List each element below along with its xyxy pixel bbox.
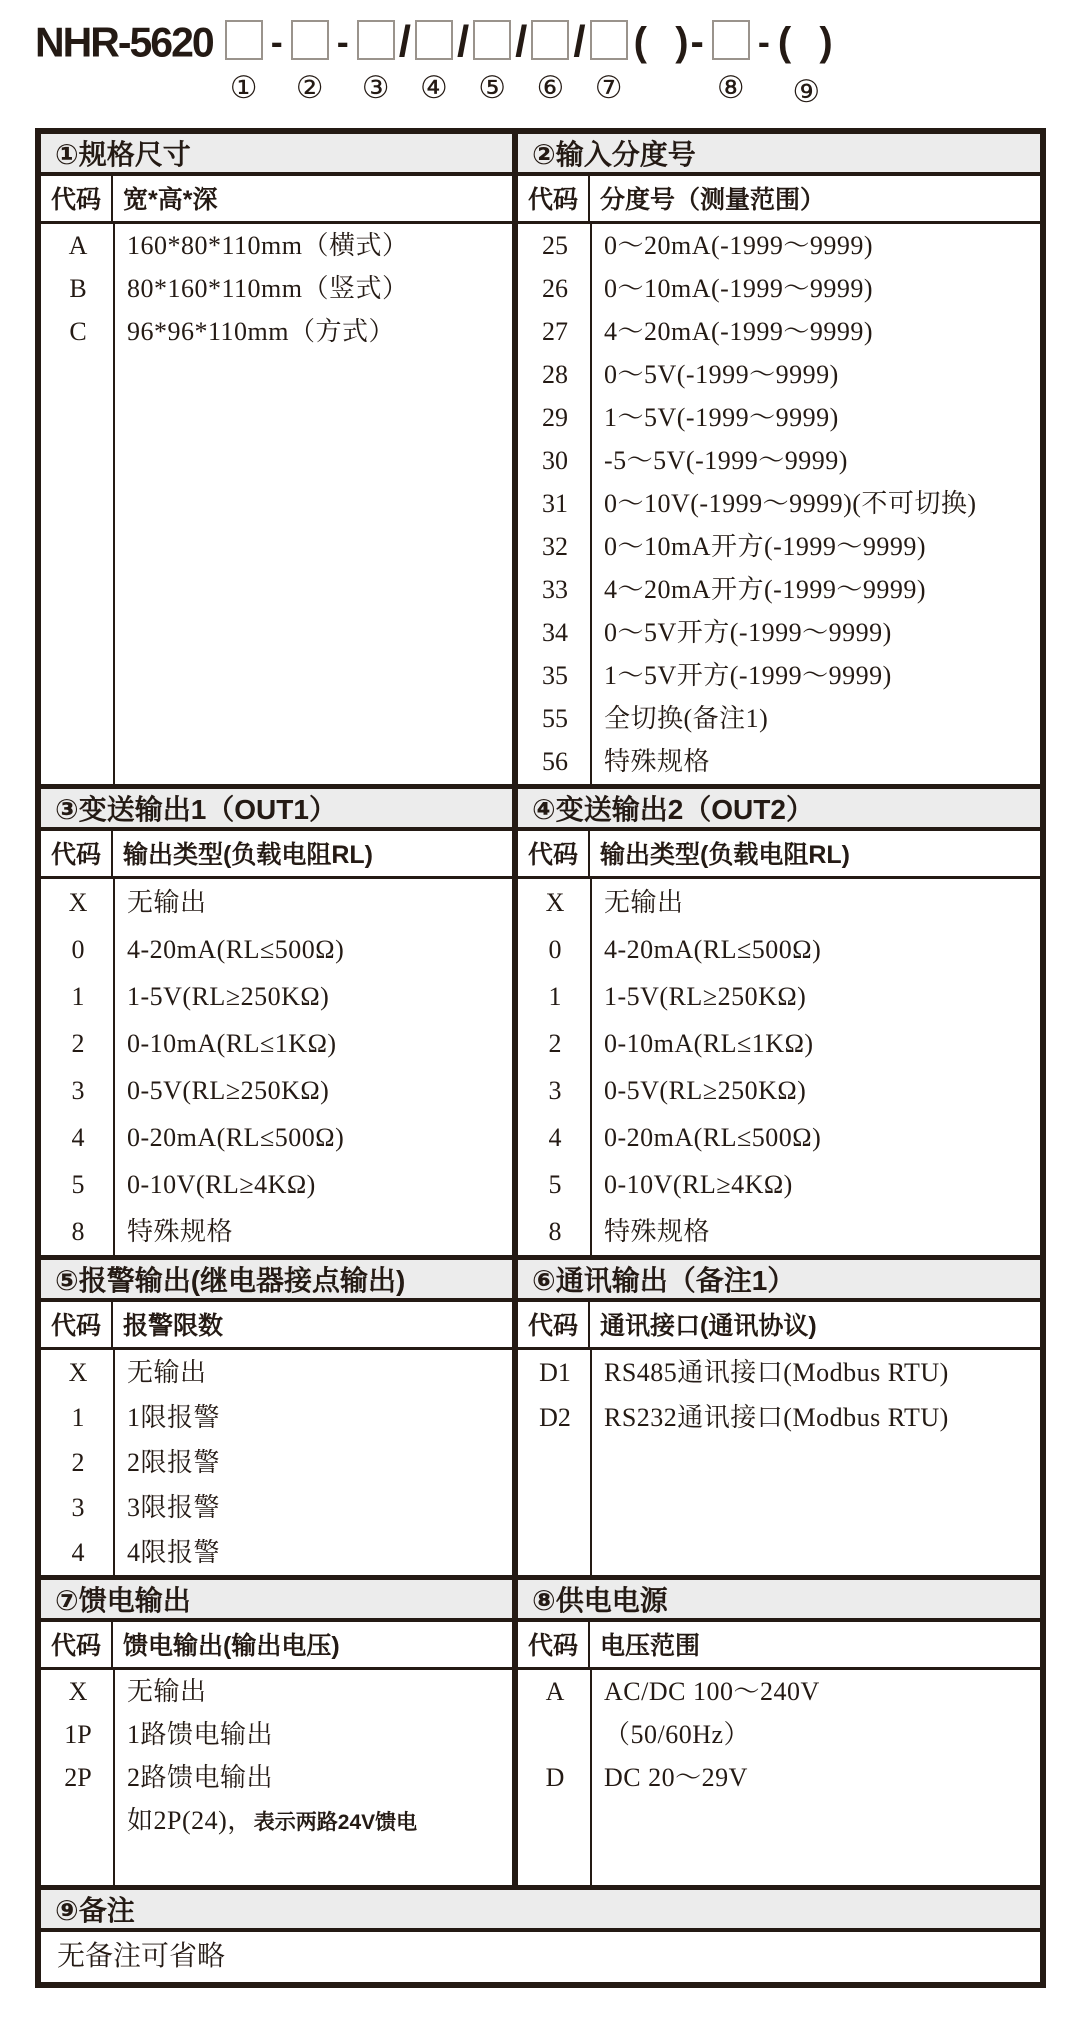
section-title-9: ⑨备注 xyxy=(41,1890,1040,1932)
code-cell: 26 xyxy=(542,274,568,303)
code-cell: D2 xyxy=(539,1403,571,1432)
table-row xyxy=(518,224,1040,267)
table-row xyxy=(518,879,1040,926)
code-column-header: 代码 xyxy=(41,1622,113,1667)
column-header-row xyxy=(41,176,512,224)
code-cell: 0 xyxy=(548,935,562,964)
code-column-header: 代码 xyxy=(41,176,113,221)
separator-slash: / xyxy=(515,17,528,66)
desc-cell: 特殊规格 xyxy=(604,1217,711,1246)
section-title-6: ⑥通讯输出（备注1） xyxy=(518,1260,1040,1302)
desc-cell: 全切换(备注1) xyxy=(604,704,769,733)
code-cell: 5 xyxy=(548,1170,562,1199)
desc-cell: DC 20～29V xyxy=(604,1763,748,1792)
code-cell: 8 xyxy=(71,1217,85,1246)
table-row xyxy=(41,1067,512,1114)
table-row xyxy=(518,267,1040,310)
section-title-1: ①规格尺寸 xyxy=(41,134,512,176)
desc-cell: 无输出 xyxy=(127,1358,207,1387)
desc-cell: 1-5V(RL≥250KΩ) xyxy=(127,982,330,1011)
code-slot-3 xyxy=(357,20,395,104)
desc-cell: RS232通讯接口(Modbus RTU) xyxy=(604,1403,949,1432)
desc-cell: 0-10V(RL≥4KΩ) xyxy=(604,1170,793,1199)
separator-slash: / xyxy=(456,17,470,66)
code-cell xyxy=(41,1799,115,1842)
desc-column-header: 馈电输出(输出电压) xyxy=(123,1632,340,1660)
table-row xyxy=(41,926,512,973)
band-transmit-outputs xyxy=(41,784,1040,1255)
column-header-row xyxy=(41,1302,512,1350)
table-row xyxy=(518,654,1040,697)
desc-cell: -5～5V(-1999～9999) xyxy=(604,446,848,475)
code-cell: 4 xyxy=(71,1123,85,1152)
code-cell: 2 xyxy=(71,1448,85,1477)
code-cell: 5 xyxy=(71,1170,85,1199)
code-cell: 33 xyxy=(542,575,568,604)
desc-cell: 0～10mA开方(-1999～9999) xyxy=(604,532,926,561)
separator-dash: - xyxy=(336,21,349,62)
table-row xyxy=(41,973,512,1020)
table-row xyxy=(41,224,512,267)
desc-cell: （50/60Hz） xyxy=(604,1720,751,1749)
circled-number: ⑦ xyxy=(594,70,623,105)
desc-column-header: 通讯接口(通讯协议) xyxy=(600,1312,817,1340)
desc-cell: 4～20mA开方(-1999～9999) xyxy=(604,575,926,604)
table-row xyxy=(518,611,1040,654)
code-cell: 4 xyxy=(548,1123,562,1152)
desc-cell: 0-5V(RL≥250KΩ) xyxy=(127,1076,330,1105)
column-header-row xyxy=(518,831,1040,879)
code-cell: 31 xyxy=(542,489,568,518)
code-box xyxy=(531,20,569,60)
section-title-3: ③变送输出1（OUT1） xyxy=(41,789,512,831)
column-header-row xyxy=(41,1622,512,1670)
table-row xyxy=(41,1395,512,1440)
section-8-rows xyxy=(518,1670,1040,1885)
table-row xyxy=(518,1713,1040,1756)
desc-cell: 1路馈电输出 xyxy=(127,1720,274,1749)
code-column-header: 代码 xyxy=(41,831,113,876)
code-box xyxy=(590,20,628,60)
desc-cell: 1～5V(-1999～9999) xyxy=(604,403,839,432)
table-row xyxy=(518,482,1040,525)
code-cell: A xyxy=(68,231,88,260)
table-row xyxy=(41,1756,512,1799)
code-column-header: 代码 xyxy=(518,176,590,221)
table-row xyxy=(518,1067,1040,1114)
code-cell: 3 xyxy=(71,1493,85,1522)
table-row xyxy=(518,525,1040,568)
code-cell: 30 xyxy=(542,446,568,475)
desc-column-header: 宽*高*深 xyxy=(123,186,218,214)
section-title-5: ⑤报警输出(继电器接点输出) xyxy=(41,1260,512,1302)
table-row xyxy=(41,1020,512,1067)
desc-cell: 特殊规格 xyxy=(604,747,711,776)
table-row xyxy=(518,926,1040,973)
desc-cell: 4限报警 xyxy=(127,1538,221,1567)
code-cell: D xyxy=(545,1763,565,1792)
code-cell: 1 xyxy=(71,1403,85,1432)
code-cell: 29 xyxy=(542,403,568,432)
code-column-header: 代码 xyxy=(518,1302,590,1347)
separator-slash: / xyxy=(398,17,411,66)
separator-dash: - xyxy=(757,21,770,62)
desc-cell: 0～5V(-1999～9999) xyxy=(604,360,839,389)
table-row xyxy=(41,1208,512,1255)
code-cell: 28 xyxy=(542,360,568,389)
circled-number: ⑥ xyxy=(536,70,565,105)
desc-cell: 无输出 xyxy=(604,888,684,917)
code-cell: C xyxy=(69,317,87,346)
section-6-rows xyxy=(518,1350,1040,1575)
band-alarm-comm xyxy=(41,1255,1040,1575)
desc-cell: 0～10V(-1999～9999)(不可切换) xyxy=(604,489,977,518)
desc-cell: 4-20mA(RL≤500Ω) xyxy=(604,935,822,964)
code-cell: B xyxy=(69,274,87,303)
table-row xyxy=(518,1350,1040,1395)
desc-cell: 2限报警 xyxy=(127,1448,221,1477)
section-7-rows xyxy=(41,1670,512,1885)
desc-cell: 0～5V开方(-1999～9999) xyxy=(604,618,892,647)
code-cell: 32 xyxy=(542,532,568,561)
code-slot-1 xyxy=(225,20,263,104)
desc-column-header: 电压范围 xyxy=(600,1632,701,1660)
code-cell: 2P xyxy=(64,1763,92,1792)
code-cell: 8 xyxy=(548,1217,562,1246)
desc-cell: 0-10mA(RL≤1KΩ) xyxy=(127,1029,337,1058)
table-row xyxy=(518,396,1040,439)
circled-number: ④ xyxy=(420,70,448,105)
column-header-row xyxy=(518,176,1040,224)
code-box xyxy=(473,20,511,60)
desc-cell: 无输出 xyxy=(127,1677,207,1706)
table-row xyxy=(518,1208,1040,1255)
desc-cell: 无输出 xyxy=(127,888,207,917)
circled-number: ⑨ xyxy=(792,74,821,109)
table-row xyxy=(41,879,512,926)
desc-cell: 0-20mA(RL≤500Ω) xyxy=(127,1123,345,1152)
table-row xyxy=(41,1350,512,1395)
separator-dash: - xyxy=(270,21,283,62)
code-cell: X xyxy=(545,888,565,917)
desc-cell: 0-5V(RL≥250KΩ) xyxy=(604,1076,807,1105)
code-slot-6 xyxy=(531,20,569,104)
table-row xyxy=(518,1670,1040,1713)
desc-cell: 80*160*110mm（竖式） xyxy=(127,274,409,303)
desc-cell: 0-20mA(RL≤500Ω) xyxy=(604,1123,822,1152)
table-row xyxy=(518,1756,1040,1799)
circled-number: ① xyxy=(229,70,258,105)
remark-text: 无备注可省略 xyxy=(57,1941,226,1972)
code-cell: 1P xyxy=(64,1720,92,1749)
code-box xyxy=(357,20,395,60)
desc-cell: 1限报警 xyxy=(127,1403,221,1432)
table-row xyxy=(41,267,512,310)
table-row xyxy=(518,1114,1040,1161)
desc-cell: 0-10V(RL≥4KΩ) xyxy=(127,1170,316,1199)
table-row xyxy=(41,1485,512,1530)
code-box xyxy=(712,20,750,60)
code-cell: 3 xyxy=(548,1076,562,1105)
code-slot-4 xyxy=(415,20,453,104)
table-row xyxy=(41,1440,512,1485)
desc-cell: 3限报警 xyxy=(127,1493,221,1522)
desc-cell: 1-5V(RL≥250KΩ) xyxy=(604,982,807,1011)
column-header-row xyxy=(518,1302,1040,1350)
section-5-rows xyxy=(41,1350,512,1575)
code-cell: 27 xyxy=(542,317,568,346)
code-slot-5 xyxy=(473,20,511,104)
desc-cell: 0～20mA(-1999～9999) xyxy=(604,231,873,260)
code-cell: D1 xyxy=(539,1358,571,1387)
section-2-rows xyxy=(518,224,1040,784)
table-row xyxy=(518,1395,1040,1440)
section-title-8: ⑧供电电源 xyxy=(518,1580,1040,1622)
desc-cell: 0-10mA(RL≤1KΩ) xyxy=(604,1029,814,1058)
desc-column-header: 报警限数 xyxy=(123,1312,224,1340)
circled-number: ③ xyxy=(361,70,390,105)
desc-cell: 160*80*110mm（横式） xyxy=(127,231,409,260)
code-cell: 4 xyxy=(71,1538,85,1567)
table-row xyxy=(518,697,1040,740)
desc-cell: 1～5V开方(-1999～9999) xyxy=(604,661,892,690)
table-row xyxy=(41,1713,512,1756)
model-prefix: NHR-5620 xyxy=(35,18,213,66)
separator-parens-dash: ( )- xyxy=(633,20,706,64)
desc-column-header: 输出类型(负载电阻RL) xyxy=(123,841,373,869)
separator-slash: / xyxy=(573,17,586,66)
code-cell: 1 xyxy=(71,982,85,1011)
table-row xyxy=(518,973,1040,1020)
code-column-header: 代码 xyxy=(518,831,590,876)
code-cell: X xyxy=(68,1677,88,1706)
code-slot-2 xyxy=(291,20,329,104)
circled-number: ⑤ xyxy=(478,70,507,105)
desc-cell: 0～10mA(-1999～9999) xyxy=(604,274,873,303)
table-row xyxy=(518,740,1040,783)
circled-number: ⑧ xyxy=(716,70,745,105)
desc-cell: 96*96*110mm（方式） xyxy=(127,317,395,346)
code-cell: 56 xyxy=(542,747,568,776)
model-code-line xyxy=(35,17,835,109)
table-row xyxy=(41,1161,512,1208)
table-row xyxy=(41,1799,512,1842)
section-3-rows xyxy=(41,879,512,1255)
circled-number: ② xyxy=(295,70,324,105)
table-row xyxy=(518,353,1040,396)
code-cell: X xyxy=(68,888,88,917)
table-row xyxy=(518,310,1040,353)
code-cell: 2 xyxy=(548,1029,562,1058)
code-cell: 2 xyxy=(71,1029,85,1058)
code-cell: 35 xyxy=(542,661,568,690)
code-slot-8 xyxy=(712,20,750,104)
section-title-2: ②输入分度号 xyxy=(518,134,1040,176)
code-cell: 3 xyxy=(71,1076,85,1105)
desc-small-note: 表示两路24V馈电 xyxy=(253,1811,418,1834)
table-row xyxy=(41,1114,512,1161)
code-slot-9 xyxy=(778,20,835,108)
band-feed-power xyxy=(41,1575,1040,1885)
band-spec-input xyxy=(41,134,1040,784)
table-row xyxy=(41,310,512,353)
code-box xyxy=(291,20,329,60)
code-column-header: 代码 xyxy=(518,1622,590,1667)
code-cell: X xyxy=(68,1358,88,1387)
code-slot-7 xyxy=(590,20,628,104)
column-header-row xyxy=(518,1622,1040,1670)
code-cell: 55 xyxy=(542,704,568,733)
band-remark xyxy=(41,1885,1040,1982)
desc-cell: AC/DC 100～240V xyxy=(604,1677,820,1706)
desc-cell: 特殊规格 xyxy=(127,1217,234,1246)
code-box xyxy=(415,20,453,60)
desc-cell: 4-20mA(RL≤500Ω) xyxy=(127,935,345,964)
code-cell xyxy=(518,1713,592,1756)
code-cell: 1 xyxy=(548,982,562,1011)
code-cell: 34 xyxy=(542,618,568,647)
code-column-header: 代码 xyxy=(41,1302,113,1347)
code-cell: 25 xyxy=(542,231,568,260)
desc-cell: 如2P(24)，表示两路24V馈电 xyxy=(127,1806,418,1835)
section-1-rows xyxy=(41,224,512,784)
code-box xyxy=(225,20,263,60)
remark-parens: ( ) xyxy=(777,20,835,64)
table-row xyxy=(518,568,1040,611)
section-4-rows xyxy=(518,879,1040,1255)
desc-column-header: 分度号（测量范围） xyxy=(600,186,826,214)
section-title-4: ④变送输出2（OUT2） xyxy=(518,789,1040,831)
code-cell: A xyxy=(545,1677,565,1706)
code-cell: 0 xyxy=(71,935,85,964)
desc-cell: 4～20mA(-1999～9999) xyxy=(604,317,873,346)
column-header-row xyxy=(41,831,512,879)
desc-cell: 2路馈电输出 xyxy=(127,1763,274,1792)
section-title-7: ⑦馈电输出 xyxy=(41,1580,512,1622)
desc-cell: RS485通讯接口(Modbus RTU) xyxy=(604,1358,949,1387)
table-row xyxy=(518,1020,1040,1067)
ordering-spec-table xyxy=(35,128,1046,1988)
table-row xyxy=(518,439,1040,482)
table-row xyxy=(41,1670,512,1713)
desc-column-header: 输出类型(负载电阻RL) xyxy=(600,841,850,869)
table-row xyxy=(41,1530,512,1575)
table-row xyxy=(518,1161,1040,1208)
